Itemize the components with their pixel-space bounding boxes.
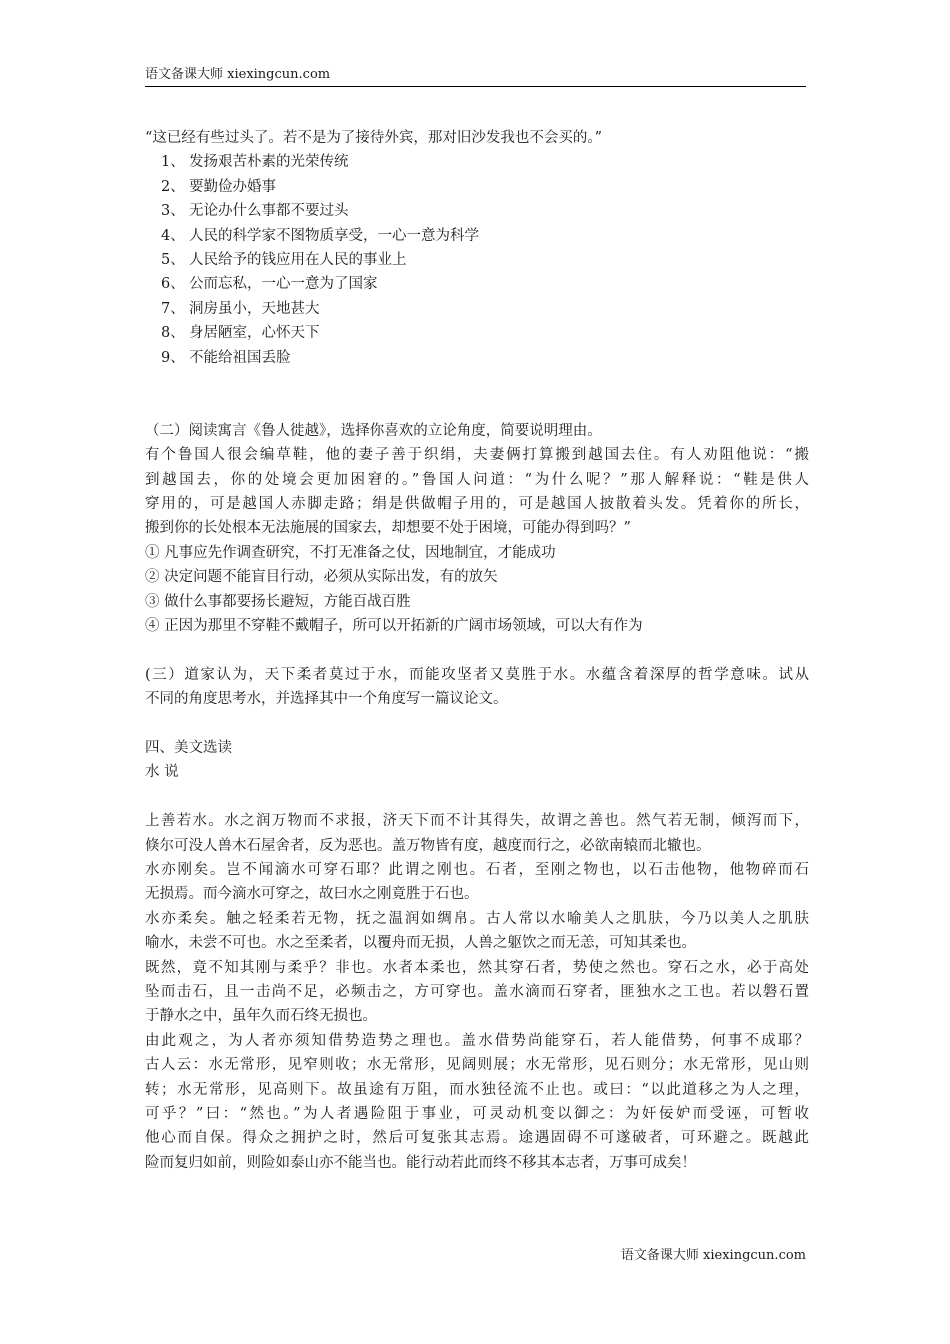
list-number: 2、	[161, 178, 185, 195]
list-item	[145, 150, 809, 174]
essay-paragraph	[145, 907, 809, 956]
essay-line: 于静水之中，虽年久而石终无损也。	[145, 1008, 377, 1025]
essay-line: 既然，竟不知其刚与柔乎？非也。水者本柔也，然其穿石者，势使之然也。穿石之水，必于高处	[145, 959, 809, 976]
list-text: 无论办什么事都不要过头	[189, 203, 349, 220]
list-number: 8、	[161, 325, 185, 342]
essay-paragraph	[145, 809, 809, 858]
story-line: 穿用的，可是越国人赤脚走路；绢是供做帽子用的，可是越国人披散着头发。凭着你的所长，	[145, 496, 809, 513]
essay-line: 上善若水。水之润万物而不求报，济天下而不计其得失，故谓之善也。然气若无制，倾泻而下，	[145, 813, 809, 830]
quote-line: “这已经有些过头了。若不是为了接待外宾，那对旧沙发我也不会买的。”	[145, 130, 603, 146]
list-text: 不能给祖国丢脸	[189, 349, 291, 366]
essay-line: 水亦柔矣。触之轻柔若无物，抚之温润如绸帛。古人常以水喻美人之肌肤，今乃以美人之肌肤	[145, 910, 809, 927]
list-text: 人民给予的钱应用在人民的事业上	[189, 252, 407, 269]
option-item: ④ 正因为那里不穿鞋不戴帽子，所可以开拓新的广阔市场领域，可以大有作为	[145, 618, 643, 635]
list-text: 发扬艰苦朴素的光荣传统	[189, 154, 349, 171]
section4-heading: 四、美文选读	[145, 740, 232, 757]
option-item: ① 凡事应先作调查研究，不打无准备之仗，因地制宜，才能成功	[145, 544, 556, 561]
list-number: 9、	[161, 349, 185, 366]
essay-line: 古人云：水无常形，见窄则收；水无常形，见阔则展；水无常形，见石则分；水无常形，见山则	[145, 1057, 809, 1074]
essay-paragraph	[145, 1029, 809, 1175]
section2-options	[145, 541, 809, 639]
document-body	[145, 126, 809, 1175]
list-item	[145, 346, 809, 370]
essay-line: 倏尔可没人兽木石屋舍者，反为恶也。盖万物皆有度，越度而行之，必欲南辕而北辙也。	[145, 837, 711, 854]
list-item	[145, 272, 809, 296]
section3	[145, 663, 809, 712]
list-number: 6、	[161, 276, 185, 293]
essay-title: 水 说	[145, 764, 179, 781]
list-item	[145, 248, 809, 272]
section2-title: （二）阅读寓言《鲁人徙越》，选择你喜欢的立论角度，简要说明理由。	[145, 422, 602, 439]
essay-line: 坠而击石，且一击尚不足，必频击之，方可穿也。盖水滴而石穿者，匪独水之工也。若以磐石置	[145, 984, 809, 1001]
list-item	[145, 224, 809, 248]
option-item: ② 决定问题不能盲目行动，必须从实际出发，有的放矢	[145, 569, 498, 586]
section2-story	[145, 443, 809, 541]
list-item	[145, 297, 809, 321]
story-line: 搬到你的长处根本无法施展的国家去，却想要不处于困境，可能办得到吗？”	[145, 520, 631, 537]
essay-line: 可乎？”曰：“然也。”为人者遇险阻于事业，可灵动机变以御之：为奸佞妒而受诬，可暂收	[145, 1106, 809, 1122]
essay-line: 水亦刚矣。岂不闻滴水可穿石耶？此谓之刚也。石者，至刚之物也，以石击他物，他物碎而石	[145, 862, 809, 879]
option-item: ③ 做什么事都要扬长避短，方能百战百胜	[145, 593, 411, 610]
list-text: 身居陋室，心怀天下	[189, 325, 320, 342]
list-text: 要勤俭办婚事	[189, 178, 276, 195]
list-text: 公而忘私，一心一意为了国家	[189, 276, 378, 293]
list-item	[145, 175, 809, 199]
essay-paragraph	[145, 858, 809, 907]
list-text: 洞房虽小，天地甚大	[189, 300, 320, 317]
essay-line: 转；水无常形，见高则下。故虽途有万阻，而水独径流不止也。或曰：“以此道移之为人之理，	[145, 1081, 809, 1098]
list-item	[145, 321, 809, 345]
list-number: 5、	[161, 252, 185, 269]
page-footer: 语文备课大师 xiexingcun.com	[620, 1248, 806, 1263]
story-line: 到越国去，你的处境会更加困窘的。”鲁国人问道：“为什么呢？”那人解释说：“鞋是供人	[145, 471, 809, 488]
essay-line: 无损焉。而今滴水可穿之，故曰水之刚竟胜于石也。	[145, 886, 479, 903]
story-line: 有个鲁国人很会编草鞋，他的妻子善于织绢，夫妻俩打算搬到越国去住。有人劝阻他说：“搬	[145, 447, 809, 464]
essay-paragraph	[145, 956, 809, 1029]
essay-line: 险而复归如前，则险如泰山亦不能当也。能行动若此而终不移其本志者，万事可成矣！	[145, 1154, 696, 1171]
list-number: 7、	[161, 300, 185, 317]
essay-line: 他心而自保。得众之拥护之时，然后可复张其志焉。途遇固碍不可遂破者，可环避之。既越此	[145, 1130, 809, 1147]
list-number: 4、	[161, 227, 185, 244]
list-number: 1、	[161, 154, 185, 171]
list-item	[145, 199, 809, 223]
list-text: 人民的科学家不图物质享受，一心一意为科学	[189, 227, 479, 244]
essay-line: 喻水，未尝不可也。水之至柔者，以覆舟而无损，人兽之躯饮之而无恙，可知其柔也。	[145, 935, 696, 952]
essay-line: 由此观之，为人者亦须知借势造势之理也。盖水借势尚能穿石，若人能借势，何事不成耶？	[145, 1032, 809, 1049]
section3-line: (三）道家认为，天下柔者莫过于水，而能攻坚者又莫胜于水。水蕴含着深厚的哲学意味。试从	[145, 666, 809, 683]
lesson-list	[145, 150, 809, 370]
page-header: 语文备课大师 xiexingcun.com	[145, 66, 806, 87]
list-number: 3、	[161, 203, 185, 220]
section3-line: 不同的角度思考水，并选择其中一个角度写一篇议论文。	[145, 691, 508, 708]
